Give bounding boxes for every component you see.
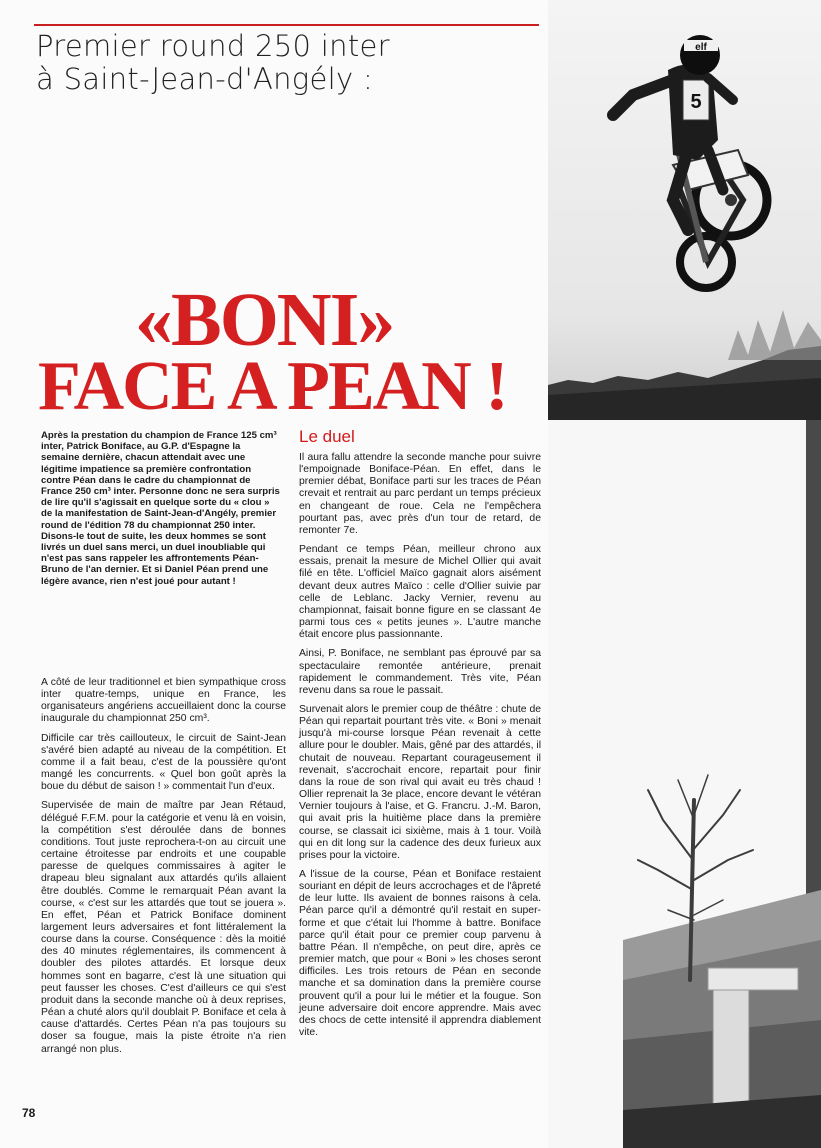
right-column — [299, 452, 541, 1046]
rider-photo-graphic — [548, 0, 821, 420]
right-paragraph-1: Il aura fallu attendre la seconde manche pour suivre l'empoignade Boniface-Péan. En effet, dans le premier débat, Boniface parti sur les traces de Péan crevait et rentrait au parc perdant un temps précieux en changeant de roue. Cela ne l'empêchera pourtant pas, avec près d'un tour de retard, de remonter 7e. — [299, 452, 541, 536]
svg-text:elf: elf — [695, 42, 707, 53]
right-paragraph-3: Ainsi, P. Boniface, ne semblant pas éprouvé par sa spectaculaire remontée antérieure, prenait rapidement le commandement. Très vite, Péan revenu dans sa roue le passait. — [299, 648, 541, 696]
svg-text:5: 5 — [690, 91, 702, 113]
kicker-line-2: à Saint-Jean-d'Angély : — [36, 62, 374, 96]
left-column — [41, 677, 286, 1063]
right-paragraph-4: Survenait alors le premier coup de théâtre : chute de Péan qui repartait pourtant très vite. « Boni » menait jusqu'à mi-course lorsque Péan revenait à cette allure pour le doubler. Mais, gêné par des attardés, il chutait de nouveau. Repartant courageusement il revenait, s'accrochait encore, repartait pour finir dans la roue de son rival qui avait eu très chaud ! Ollier reprenait la 3e place, encore devant le vétéran Vernier toujours à l'aise, et G. Francru. J.-M. Baron, qui avait pris la huitième place dans la première course, se classait ici sixième, mais à 1 tour. Voilà qui en dit long sur la cadence des deux furieux aux prises pour la victoire. — [299, 703, 542, 861]
right-paragraph-5: A l'issue de la course, Péan et Boniface restaient souriant en dépit de leurs accrochages et de l'âpreté de leur lutte. Ils avaient de bonnes raisons à cela. Péan parce qu'il a démontré qu'il restait en super-forme et que c'était lui l'homme à battre. Boniface parce qu'il était pour ce premier coup parvenu à battre Péan. Il n'empêche, on peut dire, après ce premier match, que pour « Boni » les choses seront difficiles. Les trois retours de Péan en seconde manche et sa domination dans la première course prouvent qu'il a pour lui le métier et la fougue. Son jeune adversaire doit encore apprendre. Mais avec des chocs de cette intensité il apprendra diablement vite. — [299, 869, 541, 1039]
landscape-photo — [548, 420, 821, 1148]
kicker-line-1: Premier round 250 inter — [36, 29, 390, 63]
page-number: 78 — [22, 1106, 36, 1120]
section-subhead: Le duel — [299, 427, 355, 446]
headline-line-2: FACE A PEAN ! — [38, 348, 507, 425]
left-paragraph-3: Supervisée de main de maître par Jean Rétaud, délégué F.F.M. pour la catégorie et venu là en voisin, la compétition s'est déroulée dans de bonnes conditions. Tout juste reprochera-t-on au circuit une certaine étroitesse par endroits et une coupable paresse de quelques commissaires à agiter le drapeau bleu signalant aux attardés qu'ils allaient être doublés. Comme le remarquait Péan avant la course, « c'est sur les attardés que tout se jouera ». En effet, Péan et Patrick Boniface dominent largement leurs adversaires et font littéralement la course dans la course. Conséquence : dès la moitié des 40 minutes réglementaires, ils commencent à doubler des pilotes attardés. Et lorsque deux hommes sont en bagarre, c'est là une situation qui peut fausser les choses. C'est d'ailleurs ce qui s'est produit dans la seconde manche où à deux reprises, Péan a chuté alors qu'il doublait P. Boniface et cela à cause d'attardés. Certes Péan n'a pas toujours su doser sa fougue, mais la piste étroite n'a rien arrangé non plus. — [41, 800, 286, 1055]
header-rule — [34, 24, 539, 26]
landscape-photo-graphic — [548, 420, 821, 1148]
intro-paragraph: Après la prestation du champion de France 125 cm³ inter, Patrick Boniface, au G.P. d'Espagne la semaine dernière, chacun attendait avec une légitime impatience sa première confrontation contre Péan dans le cadre du championnat de France 250 cm³ inter. Personne donc ne sera surpris de lire qu'il s'agissait en quelque sorte du « clou » de la manifestation de Saint-Jean-d'Angély, premier round de l'édition 78 du championnat 250 inter. Disons-le tout de suite, les deux hommes se sont livrés un duel sans merci, un duel inoubliable qui n'est pas sans rappeler les affrontements Péan-Bruno de l'an dernier. Et si Daniel Péan prend une légère avance, rien n'est joué pour autant ! — [41, 430, 280, 587]
left-paragraph-2: Difficile car très caillouteux, le circuit de Saint-Jean s'avéré bien adapté au niveau de la compétition. Et comme il a fait beau, c'est de la poussière qu'ont mangé les concurrents. « Quel bon goût après la boue du début de saison ! » commentait l'un d'eux. — [41, 732, 286, 793]
left-paragraph-1: A côté de leur traditionnel et bien sympathique cross inter quatre-temps, unique en France, les organisateurs angériens accueillaient donc la course inaugurale du championnat 250 cm³. — [41, 677, 286, 725]
rider-photo — [548, 0, 821, 420]
right-paragraph-2: Pendant ce temps Péan, meilleur chrono aux essais, prenait la mesure de Michel Ollier qui avait filé en tête. L'officiel Maïco gagnait alors aisément devant deux autres Maïco : celle d'Ollier suivie par celle de Leblanc. Jacky Vernier, revenu au championnat, faisait bonne figure en se classant 4e parmi tous ces « petits jeunes ». L'autre manche était encore plus passionnante. — [299, 544, 541, 641]
headline-line-1: «BONI» — [135, 278, 394, 362]
